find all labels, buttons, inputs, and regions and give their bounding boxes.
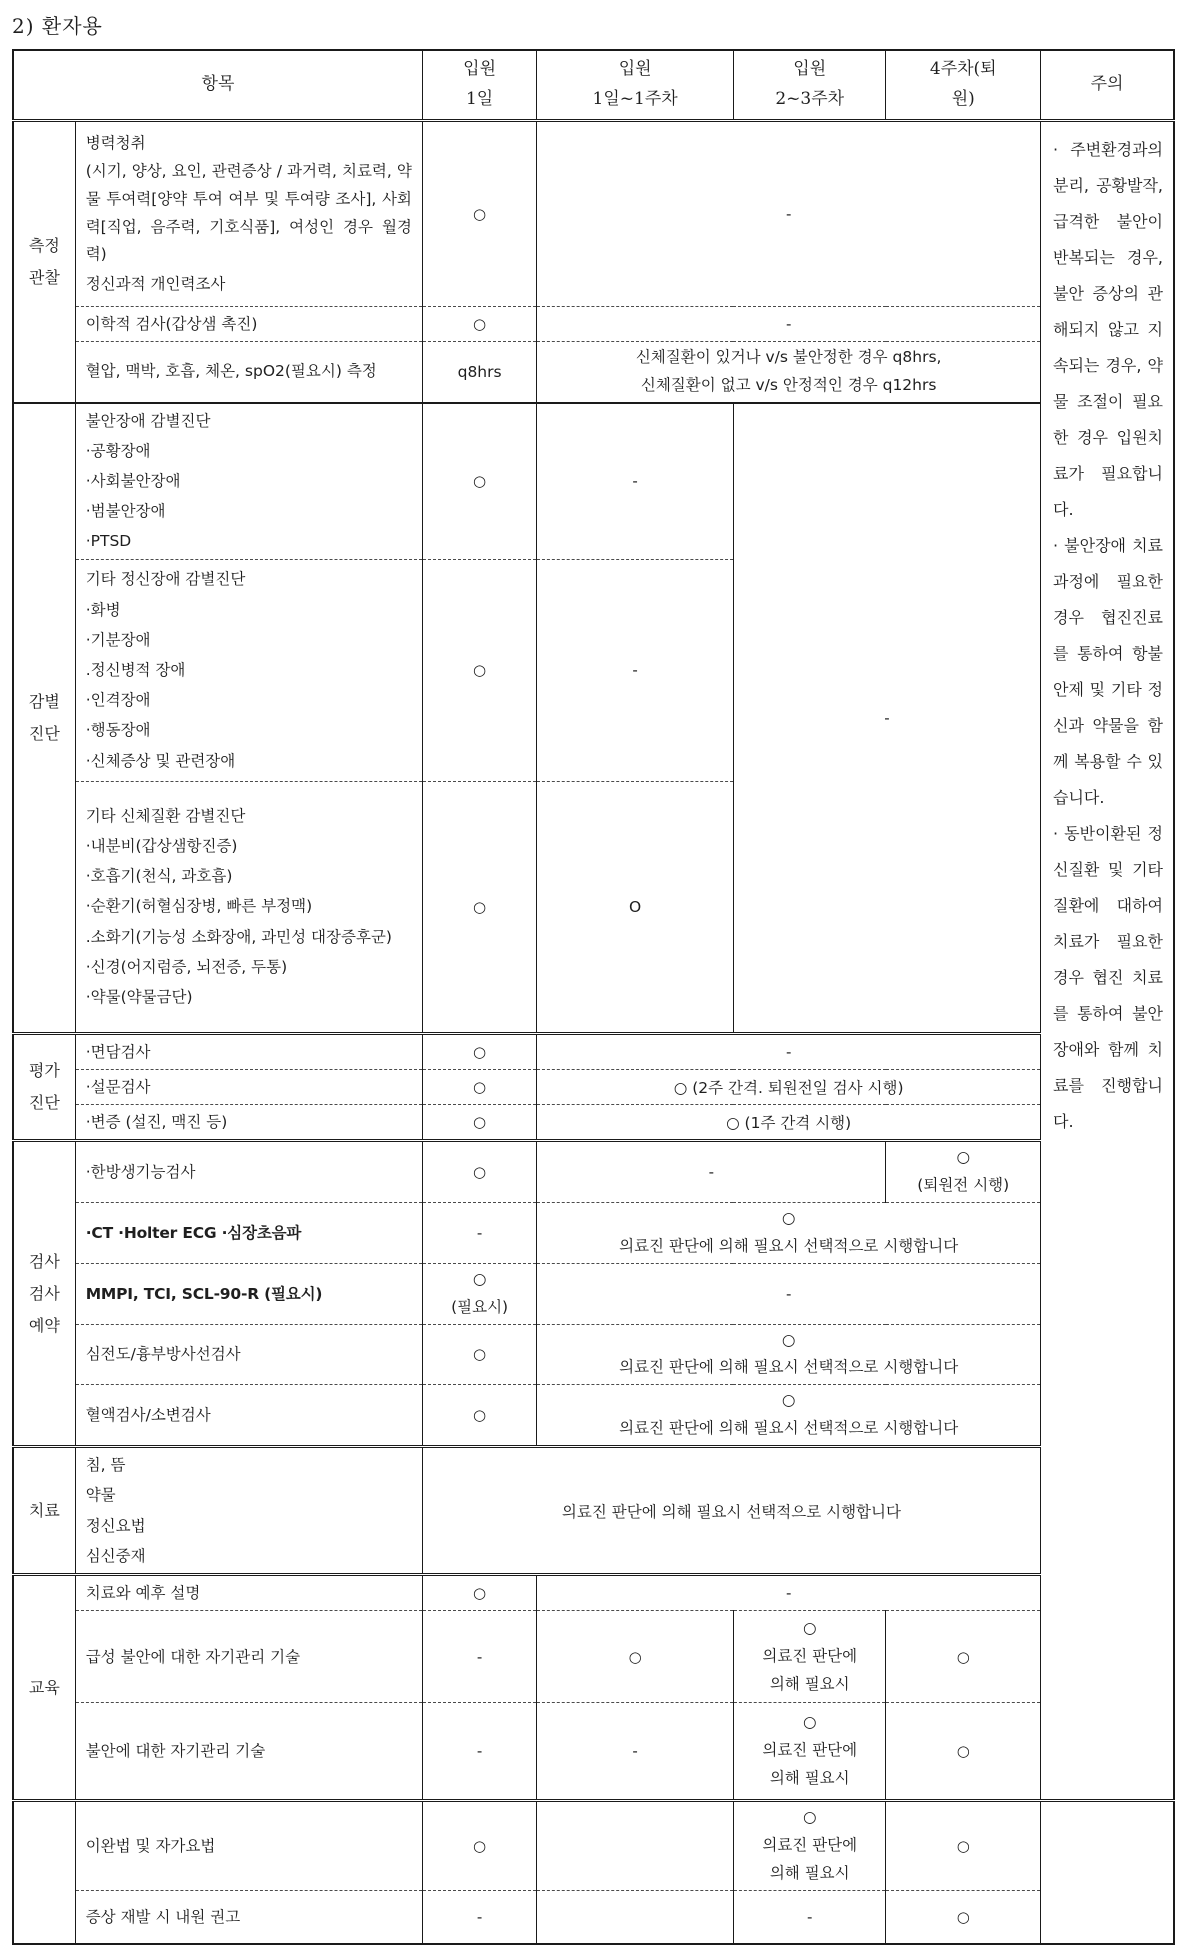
cell-relaxation-item: 이완법 및 자가요법 <box>75 1801 422 1891</box>
clinical-pathway-table <box>12 49 1175 1945</box>
caution-note-cell <box>1041 120 1175 1801</box>
cell-physical-rest: - <box>537 306 1041 341</box>
cell-acute-week4: ○ <box>886 1611 1041 1703</box>
cell-mmpi-day1: ○ (필요시) <box>422 1263 536 1324</box>
cell-physical-day1: ○ <box>422 306 536 341</box>
cell-treatment-rest: 의료진 판단에 의해 필요시 선택적으로 시행합니다 <box>422 1447 1040 1575</box>
cell-acute-week23: ○ 의료진 판단에 의해 필요시 <box>733 1611 886 1703</box>
section-label-education: 교육 <box>13 1575 75 1801</box>
section-label-followup <box>13 1801 75 1945</box>
header-caution: 주의 <box>1041 50 1175 120</box>
cell-ct-day1: - <box>422 1203 536 1264</box>
cell-psychiatric-week1: - <box>537 559 734 781</box>
cell-interview-item: ·면담검사 <box>75 1033 422 1069</box>
cell-revisit-week1 <box>537 1890 734 1944</box>
cell-anxiety-week1: - <box>537 403 734 560</box>
cell-ecg-item: 심전도/흉부방사선검사 <box>75 1324 422 1385</box>
cell-revisit-week4: ○ <box>886 1890 1041 1944</box>
row-ecg-chest-xray <box>13 1324 1174 1385</box>
cell-vitals-day1: q8hrs <box>422 341 536 402</box>
cell-relaxation-week4: ○ <box>886 1801 1041 1891</box>
cell-physical-item: 이학적 검사(갑상샘 촉진) <box>75 306 422 341</box>
row-acute-self-management <box>13 1611 1174 1703</box>
cell-history-rest: - <box>537 120 1041 306</box>
cell-somatic-week1: O <box>537 781 734 1033</box>
cell-prognosis-rest: - <box>537 1575 1041 1611</box>
cell-pattern-rest: ○ (1주 간격 시행) <box>537 1105 1041 1141</box>
cell-somatic-item: 기타 신체질환 감별진단 ·내분비(갑상샘항진증) ·호흡기(천식, 과호흡) ·순환기(허혈심장병, 빠른 부정맥) .소화기(기능성 소화장애, 과민성 대장증후군) ·신경(어지럼증, 뇌전증, 두통) ·약물(약물금단) <box>75 781 422 1033</box>
cell-ct-rest: ○ 의료진 판단에 의해 필요시 선택적으로 시행합니다 <box>537 1203 1041 1264</box>
cell-psychiatric-item: 기타 정신장애 감별진단 ·화병 ·기분장애 .정신병적 장애 ·인격장애 ·행동장애 ·신체증상 및 관련장애 <box>75 559 422 781</box>
row-mmpi-tci-scl <box>13 1263 1174 1324</box>
header-admission-day1: 입원 1일 <box>422 50 536 120</box>
header-week4-discharge: 4주차(퇴 원) <box>886 50 1041 120</box>
cell-km-function-item: ·한방생기능검사 <box>75 1141 422 1203</box>
table-header-row <box>13 50 1174 120</box>
cell-acute-day1: - <box>422 1611 536 1703</box>
row-vital-signs <box>13 341 1174 402</box>
cell-vitals-rest: 신체질환이 있거나 v/s 불안정한 경우 q8hrs, 신체질환이 없고 v/s 안정적인 경우 q12hrs <box>537 341 1041 402</box>
row-prognosis-education <box>13 1575 1174 1611</box>
cell-mmpi-rest: - <box>537 1263 1041 1324</box>
caution-bullet-1: · 주변환경과의 분리, 공황발작, 급격한 불안이 반복되는 경우, 불안 증상의 관해되지 않고 지속되는 경우, 약물 조절이 필요한 경우 입원치료가 필요합니다. <box>1053 139 1163 519</box>
header-item: 항목 <box>13 50 422 120</box>
cell-blood-item: 혈액검사/소변검사 <box>75 1385 422 1447</box>
row-interview-test <box>13 1033 1174 1069</box>
cell-general-week4: ○ <box>886 1703 1041 1801</box>
cell-history-item: 병력청취 (시기, 양상, 요인, 관련증상 / 과거력, 치료력, 약물 투여력[양약 투여 여부 및 투여량 조사], 사회력[직업, 음주력, 기호식품], 여성인 경우 월경력) 정신과적 개인력조사 <box>75 120 422 306</box>
cell-somatic-day1: ○ <box>422 781 536 1033</box>
cell-km-function-mid: - <box>537 1141 886 1203</box>
cell-treatment-items: 침, 뜸 약물 정신요법 심신중재 <box>75 1447 422 1575</box>
cell-anxiety-item: 불안장애 감별진단 ·공황장애 ·사회불안장애 ·범불안장애 ·PTSD <box>75 403 422 560</box>
row-general-self-management <box>13 1703 1174 1801</box>
row-relaxation <box>13 1801 1174 1891</box>
caution-bullet-3: · 동반이환된 정신질환 및 기타 질환에 대하여 치료가 필요한 경우 협진 치료를 통하여 불안장애와 함께 치료를 진행합니다. <box>1053 823 1163 1131</box>
cell-prognosis-item: 치료와 예후 설명 <box>75 1575 422 1611</box>
cell-ecg-day1: ○ <box>422 1324 536 1385</box>
row-pattern-identification <box>13 1105 1174 1141</box>
cell-revisit-week23: - <box>733 1890 886 1944</box>
cell-acute-item: 급성 불안에 대한 자기관리 기술 <box>75 1611 422 1703</box>
cell-general-day1: - <box>422 1703 536 1801</box>
cell-general-week1: - <box>537 1703 734 1801</box>
cell-questionnaire-rest: ○ (2주 간격. 퇴원전일 검사 시행) <box>537 1069 1041 1104</box>
cell-revisit-day1: - <box>422 1890 536 1944</box>
cell-questionnaire-day1: ○ <box>422 1069 536 1104</box>
cell-pattern-day1: ○ <box>422 1105 536 1141</box>
cell-ecg-rest: ○ 의료진 판단에 의해 필요시 선택적으로 시행합니다 <box>537 1324 1041 1385</box>
cell-relaxation-week23: ○ 의료진 판단에 의해 필요시 <box>733 1801 886 1891</box>
row-anxiety-differential <box>13 403 1174 560</box>
cell-relaxation-week1 <box>537 1801 734 1891</box>
cell-interview-rest: - <box>537 1033 1041 1069</box>
section-label-treatment: 치료 <box>13 1447 75 1575</box>
cell-vitals-item: 혈압, 맥박, 호흡, 체온, spO2(필요시) 측정 <box>75 341 422 402</box>
row-history-taking <box>13 120 1174 306</box>
page-title: 2) 환자용 <box>12 14 103 38</box>
cell-general-item: 불안에 대한 자기관리 기술 <box>75 1703 422 1801</box>
cell-differential-rest: - <box>733 403 1040 1034</box>
cell-blood-rest: ○ 의료진 판단에 의해 필요시 선택적으로 시행합니다 <box>537 1385 1041 1447</box>
row-questionnaire-test <box>13 1069 1174 1104</box>
cell-blood-day1: ○ <box>422 1385 536 1447</box>
cell-revisit-item: 증상 재발 시 내원 권고 <box>75 1890 422 1944</box>
section-label-evaluation: 평가 진단 <box>13 1033 75 1141</box>
header-week2-3: 입원 2~3주차 <box>733 50 886 120</box>
row-revisit-recommendation <box>13 1890 1174 1944</box>
cell-relaxation-day1: ○ <box>422 1801 536 1891</box>
cell-general-week23: ○ 의료진 판단에 의해 필요시 <box>733 1703 886 1801</box>
cell-mmpi-item: MMPI, TCI, SCL-90-R (필요시) <box>75 1263 422 1324</box>
cell-ct-item: ·CT ·Holter ECG ·심장초음파 <box>75 1203 422 1264</box>
cell-questionnaire-item: ·설문검사 <box>75 1069 422 1104</box>
section-label-monitoring: 측정 관찰 <box>13 120 75 403</box>
cell-psychiatric-day1: ○ <box>422 559 536 781</box>
cell-interview-day1: ○ <box>422 1033 536 1069</box>
cell-km-function-week4: ○ (퇴원전 시행) <box>886 1141 1041 1203</box>
header-week1: 입원 1일~1주차 <box>537 50 734 120</box>
caution-note-empty-cell <box>1041 1801 1175 1945</box>
row-km-function-test <box>13 1141 1174 1203</box>
section-label-differential-diagnosis: 감별 진단 <box>13 403 75 1034</box>
cell-anxiety-day1: ○ <box>422 403 536 560</box>
section-label-tests: 검사 검사 예약 <box>13 1141 75 1447</box>
row-blood-urine-test <box>13 1385 1174 1447</box>
row-physical-exam <box>13 306 1174 341</box>
row-treatment <box>13 1447 1174 1575</box>
cell-history-day1: ○ <box>422 120 536 306</box>
cell-acute-week1: ○ <box>537 1611 734 1703</box>
row-ct-holter-echo <box>13 1203 1174 1264</box>
cell-km-function-day1: ○ <box>422 1141 536 1203</box>
cell-prognosis-day1: ○ <box>422 1575 536 1611</box>
caution-bullet-2: · 불안장애 치료과정에 필요한 경우 협진진료를 통하여 항불안제 및 기타 정신과 약물을 함께 복용할 수 있습니다. <box>1053 535 1163 807</box>
cell-pattern-item: ·변증 (설진, 맥진 등) <box>75 1105 422 1141</box>
